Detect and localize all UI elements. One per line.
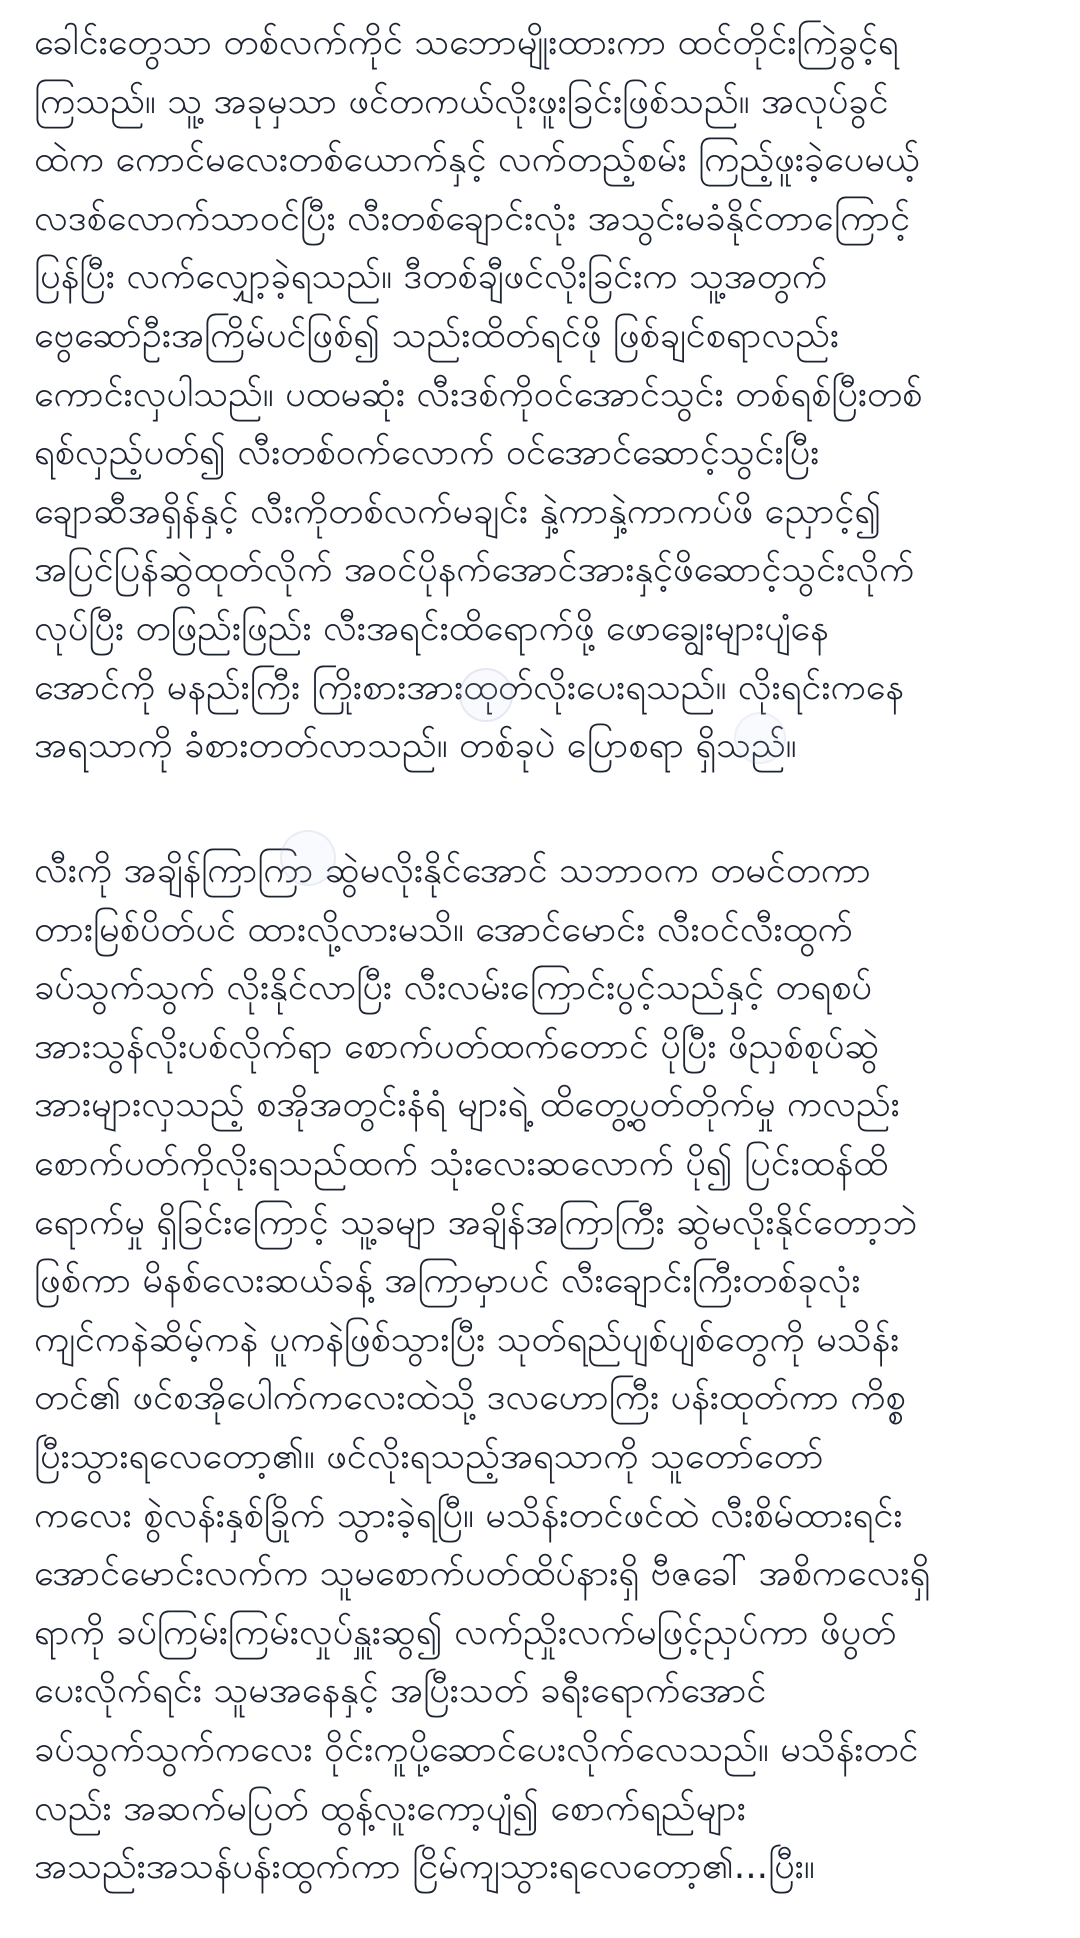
text-line: လဒစ်လောက်သာဝင်ပြီး လီးတစ်ချောင်းလုံး အသွင်းမခံနိုင်တာကြောင့်: [34, 197, 911, 239]
text-line: အပြင်ပြန်ဆွဲထုတ်လိုက် အဝင်ပိုနက်အောင်အားနှင့်ဖိဆောင့်သွင်းလိုက်: [34, 549, 915, 591]
text-line: လုပ်ပြီး တဖြည်းဖြည်း လီးအရင်းထိရောက်ဖို့ ဖောချွေးများပျံနေ: [34, 607, 829, 649]
text-line: ဖြစ်ကာ မိနစ်လေးဆယ်ခန့် အကြာမှာပင် လီးချောင်းကြီးတစ်ခုလုံး: [34, 1260, 861, 1302]
text-line: ထဲက ကောင်မလေးတစ်ယောက်နှင့် လက်တည့်စမ်း ကြည့်ဖူးခဲ့ပေမယ့်: [34, 139, 920, 181]
text-line: ခပ်သွက်သွက် လိုးနိုင်လာပြီး လီးလမ်းကြောင်းပွင့်သည်နှင့် တရစပ်: [34, 967, 872, 1009]
text-line: တင်၏ ဖင်စအိုပေါက်ကလေးထဲသို့ ဒလဟောကြီး ပန်းထုတ်ကာ ကိစ္စ: [34, 1377, 906, 1419]
text-line: ချောဆီအရှိန်နှင့် လီးကိုတစ်လက်မချင်း နှဲ့ကာနှဲ့ကာကပ်ဖိ ညှောင့်၍: [34, 490, 882, 532]
text-line: အားသွန်လိုးပစ်လိုက်ရာ စောက်ပတ်ထက်တောင် ပိုပြီး ဖိညှစ်စုပ်ဆွဲ: [34, 1025, 880, 1067]
text-line: စောက်ပတ်ကိုလိုးရသည်ထက် သုံးလေးဆလောက် ပို၍ ပြင်းထန်ထိ: [34, 1142, 889, 1184]
text-line: အောင်မောင်းလက်က သူမစောက်ပတ်ထိပ်နားရှိ ဗီဇခေါ် အစိကလေးရှိ: [34, 1553, 931, 1595]
paragraph-2: [34, 842, 1050, 1897]
text-line: ဗွေဆော်ဦးအကြိမ်ပင်ဖြစ်၍ သည်းထိတ်ရင်ဖို ဖြစ်ချင်စရာလည်း: [34, 314, 840, 356]
text-line: ကျင်ကနဲဆိမ့်ကနဲ ပူကနဲဖြစ်သွားပြီး သုတ်ရည်ပျစ်ပျစ်တွေကို မသိန်း: [34, 1318, 900, 1360]
text-line: လီးကို အချိန်ကြာကြာ ဆွဲမလိုးနိုင်အောင် သဘာဝက တမင်တကာ: [34, 850, 871, 891]
text-line: ပြီးသွားရလေတော့၏။ ဖင်လိုးရသည့်အရသာကို သူတော်တော်: [34, 1435, 824, 1477]
text-line: ရစ်လှည့်ပတ်၍ လီးတစ်ဝက်လောက် ဝင်အောင်ဆောင့်သွင်းပြီး: [34, 432, 820, 474]
text-line: ကောင်းလှပါသည်။ ပထမဆုံး လီးဒစ်ကိုဝင်အောင်သွင်း တစ်ရစ်ပြီးတစ်: [34, 373, 923, 415]
text-line: လည်း အဆက်မပြတ် ထွန့်လူးကော့ပျံ၍ စောက်ရည်များ: [34, 1787, 746, 1829]
text-line: ပြန်ပြီး လက်လျှော့ခဲ့ရသည်။ ဒီတစ်ချီဖင်လိုးခြင်းက သူ့အတွက်: [34, 256, 828, 298]
text-line: အားများလှသည့် စအိုအတွင်းနံရံ များရဲ့ ထိတွေ့ပွတ်တိုက်မှု ကလည်း: [34, 1084, 900, 1126]
text-line: ရာကို ခပ်ကြမ်းကြမ်းလှုပ်နှူးဆွ၍ လက်ညှိုးလက်မဖြင့်ညှပ်ကာ ဖိပွတ်: [34, 1611, 897, 1653]
text-line: ပေးလိုက်ရင်း သူမအနေနှင့် အပြီးသတ် ခရီးရောက်အောင်: [34, 1670, 767, 1712]
text-line: တားမြစ်ပိတ်ပင် ထားလို့လားမသိ။ အောင်မောင်း လီးဝင်လီးထွက်: [34, 908, 853, 950]
paragraph-1: [34, 14, 1050, 776]
text-line: အရသာကို ခံစားတတ်လာသည်။ တစ်ခုပဲ ပြောစရာ ရှိသည်။: [34, 725, 797, 767]
text-line: ခပ်သွက်သွက်ကလေး ဝိုင်းကူပို့ဆောင်ပေးလိုက်လေသည်။ မသိန်းတင်: [34, 1728, 919, 1770]
text-line: အောင်ကို မနည်းကြီး ကြိုးစားအားထုတ်လိုးပေးရသည်။ လိုးရင်းကနေ: [34, 666, 904, 708]
text-line: အသည်းအသန်ပန်းထွက်ကာ ငြိမ်ကျသွားရလေတော့၏...ပြီး။: [34, 1846, 815, 1888]
text-line: ရောက်မှု ရှိခြင်းကြောင့် သူ့ခမျာ အချိန်အကြာကြီး ဆွဲမလိုးနိုင်တော့ဘဲ: [34, 1201, 918, 1243]
text-line: ခေါင်းတွေသာ တစ်လက်ကိုင် သဘောမျိုးထားကာ ထင်တိုင်းကြဲခွင့်ရ: [34, 22, 899, 63]
text-line: ကြသည်။ သူ့ အခုမှသာ ဖင်တကယ်လိုးဖူးခြင်းဖြစ်သည်။ အလုပ်ခွင်: [34, 80, 889, 122]
text-line: ကလေး စွဲလန်းနှစ်ခြိုက် သွားခဲ့ရပြီ။ မသိန်းတင်ဖင်ထဲ လီးစိမ်ထားရင်း: [34, 1494, 903, 1536]
